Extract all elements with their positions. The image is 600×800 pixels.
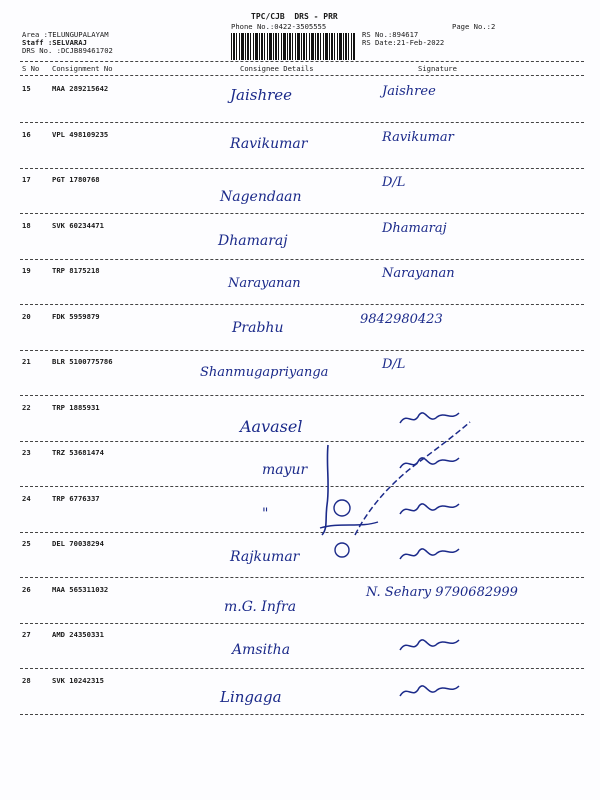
phone-number: Phone No.:0422-3505555 xyxy=(231,22,327,31)
row-divider xyxy=(20,350,584,351)
row-consignee: Nagendaan xyxy=(220,189,302,205)
row-consignee: mayur xyxy=(262,462,308,478)
signature-scribble xyxy=(395,676,465,704)
row-divider xyxy=(20,577,584,578)
row-consignee: Aavasel xyxy=(240,417,303,436)
row-sno: 20 xyxy=(22,312,31,321)
row-signature: Dhamaraj xyxy=(382,221,447,236)
row-sno: 17 xyxy=(22,175,31,184)
row-divider xyxy=(20,304,584,305)
row-divider xyxy=(20,395,584,396)
handwritten-stamp xyxy=(300,410,500,570)
row-consignment: TRP 6776337 xyxy=(52,494,100,503)
row-consignee: m.G. Infra xyxy=(224,599,297,615)
row-consignee: Shanmugapriyanga xyxy=(200,365,329,380)
staff-label: Staff :SELVARAJ xyxy=(22,38,87,47)
row-sno: 24 xyxy=(22,494,31,503)
row-consignment: FDK 5959879 xyxy=(52,312,100,321)
row-divider xyxy=(20,668,584,669)
barcode xyxy=(231,33,355,60)
row-sno: 21 xyxy=(22,357,31,366)
row-consignee: Rajkumar xyxy=(230,549,300,565)
row-consignment: TRZ 53681474 xyxy=(52,448,104,457)
divider xyxy=(20,75,584,76)
row-consignee: Amsitha xyxy=(232,642,291,658)
signature-scribble xyxy=(395,630,465,658)
row-consignee: " xyxy=(262,506,269,522)
row-divider xyxy=(20,714,584,715)
row-signature: Jaishree xyxy=(382,84,436,99)
row-sno: 27 xyxy=(22,630,31,639)
row-consignment: SVK 60234471 xyxy=(52,221,104,230)
row-consignee: Narayanan xyxy=(228,276,301,291)
row-divider xyxy=(20,213,584,214)
row-sno: 22 xyxy=(22,403,31,412)
row-sno: 26 xyxy=(22,585,31,594)
row-divider xyxy=(20,259,584,260)
row-sno: 16 xyxy=(22,130,31,139)
row-sno: 19 xyxy=(22,266,31,275)
row-sno: 18 xyxy=(22,221,31,230)
row-sno: 23 xyxy=(22,448,31,457)
row-consignment: SVK 10242315 xyxy=(52,676,104,685)
row-signature: Narayanan xyxy=(382,266,455,281)
row-consignment: TRP 1885931 xyxy=(52,403,100,412)
doc-title: TPC/CJB DRS - PRR xyxy=(251,12,338,21)
rs-date: RS Date:21-Feb-2022 xyxy=(362,38,445,47)
row-consignment: AMD 24350331 xyxy=(52,630,104,639)
row-consignment: DEL 70038294 xyxy=(52,539,104,548)
divider xyxy=(20,61,584,62)
row-consignment: MAA 565311032 xyxy=(52,585,109,594)
row-consignee: Jaishree xyxy=(230,86,293,104)
col-consignee: Consignee Details xyxy=(240,64,314,73)
row-divider xyxy=(20,168,584,169)
row-sno: 25 xyxy=(22,539,31,548)
page-number: Page No.:2 xyxy=(452,22,496,31)
row-divider xyxy=(20,122,584,123)
row-signature: D/L xyxy=(382,175,406,190)
rs-number: RS No.:894617 xyxy=(362,30,419,39)
row-signature: N. Sehary 9790682999 xyxy=(366,585,518,600)
row-consignee: Dhamaraj xyxy=(218,233,288,249)
row-signature: Ravikumar xyxy=(382,130,454,145)
col-consignment: Consignment No xyxy=(52,64,113,73)
drs-number: DRS No. :DCJB89461702 xyxy=(22,46,113,55)
row-divider xyxy=(20,623,584,624)
row-consignment: PGT 1780768 xyxy=(52,175,100,184)
row-sno: 28 xyxy=(22,676,31,685)
row-signature: 9842980423 xyxy=(360,312,443,327)
area-label: Area :TELUNGUPALAYAM xyxy=(22,30,109,39)
row-consignment: TRP 8175218 xyxy=(52,266,100,275)
row-consignee: Prabhu xyxy=(232,320,284,336)
row-consignment: MAA 289215642 xyxy=(52,84,109,93)
row-consignee: Lingaga xyxy=(220,688,282,706)
row-consignment: BLR 5100775786 xyxy=(52,357,113,366)
row-consignee: Ravikumar xyxy=(230,136,308,152)
col-sno: S No xyxy=(22,64,40,73)
row-consignment: VPL 498109235 xyxy=(52,130,109,139)
row-sno: 15 xyxy=(22,84,31,93)
row-signature: D/L xyxy=(382,357,406,372)
col-signature: Signature xyxy=(418,64,457,73)
